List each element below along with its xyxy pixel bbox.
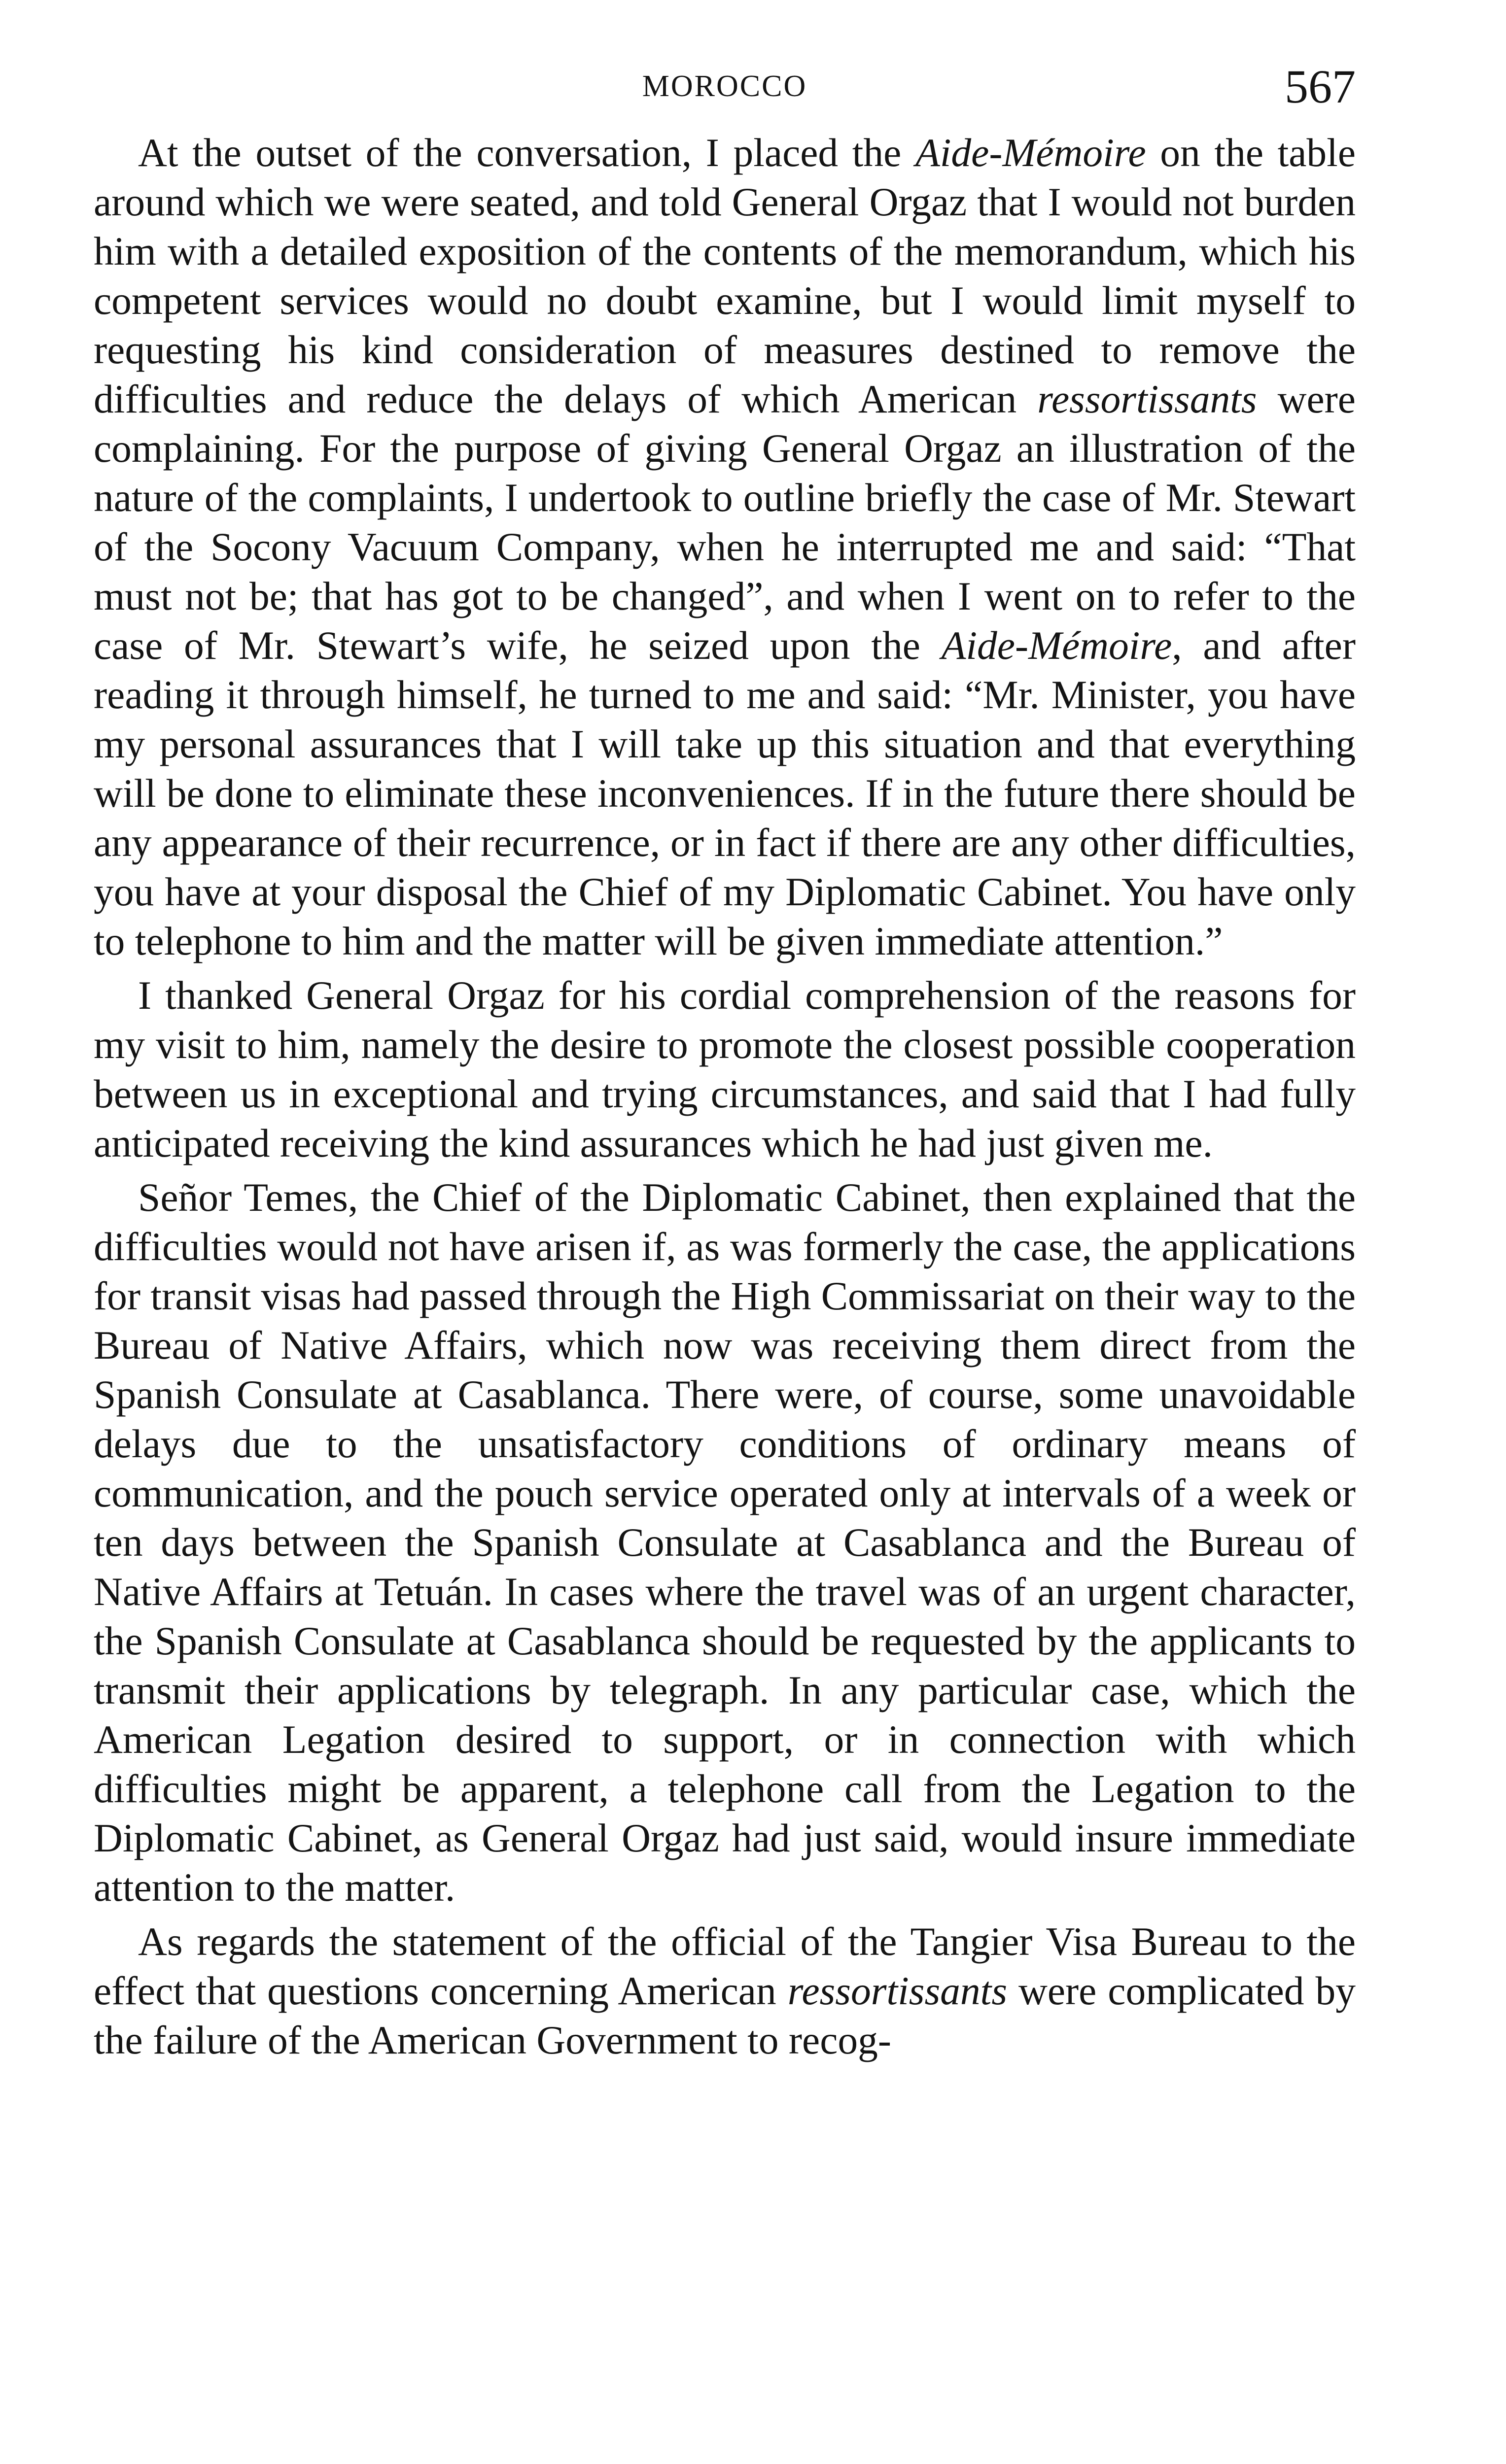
page-header — [94, 59, 1356, 128]
paragraph — [94, 1173, 1356, 1912]
text-run: As regards the statement of the official of the Tangier Visa Bureau to the effect that questions concerning American — [94, 1919, 1356, 2013]
body-text — [94, 128, 1356, 2065]
running-head: MOROCCO — [642, 69, 807, 103]
page-number: 567 — [1285, 60, 1356, 113]
text-run: I thanked General Orgaz for his cordial comprehension of the reasons for my visit to him, namely the desire to promote the closest possible cooperation between us in exceptional and trying circumstances, and said that I had fully anticipated receiving the kind assurances which he had just given me. — [94, 973, 1356, 1165]
italic-term: ressortissants — [1037, 376, 1257, 421]
italic-term: ressortissants — [787, 1968, 1008, 2013]
text-run: were complaining. For the purpose of giving General Orgaz an illustration of the nature of the complaints, I undertook to outline briefly the case of Mr. Stewart of the Socony Vacuum Company, when he interrupted me and said: “That must not be; that has got to be changed”, and when I went on to refer to the case of Mr. Stewart’s wife, he seized upon the — [94, 376, 1356, 668]
paragraph — [94, 971, 1356, 1168]
document-page — [94, 59, 1356, 2070]
text-run: were complicated by the failure of the American Government to recog- — [94, 1968, 1356, 2062]
italic-term: Aide-Mémoire — [941, 623, 1172, 668]
text-run: on the table around which we were seated, and told General Orgaz that I would not burden him with a detailed exposition of the contents of the memorandum, which his competent services would no doubt examine, but I would limit myself to requesting his kind consideration of measures destined to remove the difficulties and reduce the delays of which American — [94, 130, 1356, 421]
paragraph — [94, 1917, 1356, 2065]
text-run: , and after reading it through himself, he turned to me and said: “Mr. Minister, you have my personal assurances that I will take up this situation and that everything will be done to eliminate these inconveniences. If in the future there should be any appearance of their recurrence, or in fact if there are any other difficulties, you have at your disposal the Chief of my Diplomatic Cabinet. You have only to telephone to him and the matter will be given immediate attention.” — [94, 623, 1356, 963]
text-run: Señor Temes, the Chief of the Diplomatic Cabinet, then explained that the difficulties would not have arisen if, as was formerly the case, the applications for transit visas had passed through the High Commissariat on their way to the Bureau of Native Affairs, which now was receiving them direct from the Spanish Consulate at Casablanca. There were, of course, some unavoidable delays due to the unsatisfactory conditions of ordinary means of communication, and the pouch service operated only at intervals of a week or ten days between the Spanish Consulate at Casablanca and the Bureau of Native Affairs at Tetuán. In cases where the travel was of an urgent character, the Spanish Consulate at Casablanca should be requested by the applicants to transmit their applications by telegraph. In any particular case, which the American Legation desired to support, or in connection with which difficulties might be apparent, a telephone call from the Legation to the Diplomatic Cabinet, as General Orgaz had just said, would insure immediate attention to the matter. — [94, 1175, 1356, 1910]
paragraph — [94, 128, 1356, 966]
italic-term: Aide-Mémoire — [915, 130, 1146, 175]
text-run: At the outset of the conversation, I placed the — [138, 130, 915, 175]
